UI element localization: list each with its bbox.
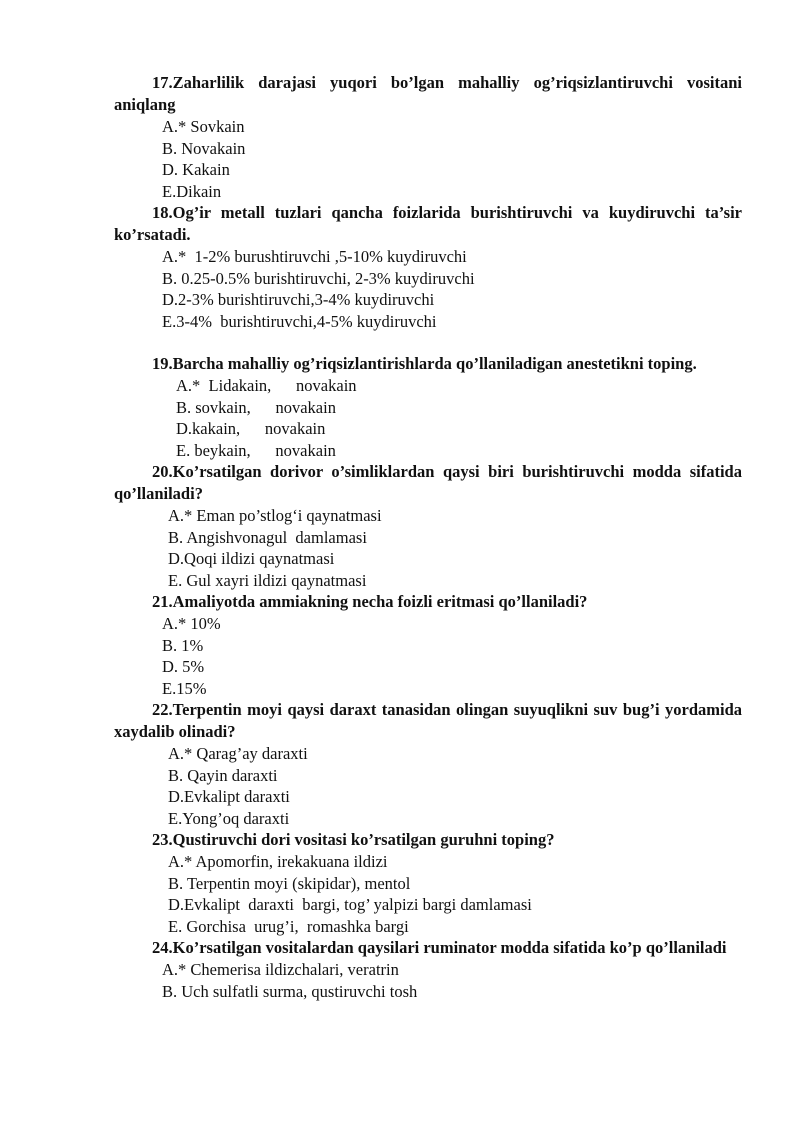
question-body: Og’ir metall tuzlari qancha foizlarida burishtiruvchi va kuydiruvchi ta’sir ko’rsatadi.: [114, 203, 742, 244]
question-body: Zaharlilik darajasi yuqori bo’lgan mahalliy og’riqsizlantiruvchi vositani aniqlang: [114, 73, 742, 114]
answer-options: [114, 375, 742, 461]
answer-option: A.* Apomorfin, irekakuana ildizi: [168, 852, 388, 871]
answer-option: E. Gul xayri ildizi qaynatmasi: [168, 570, 367, 590]
answer-option: E.3-4% burishtiruvchi,4-5% kuydiruvchi: [162, 311, 437, 331]
answer-option: D. Kakain: [162, 160, 230, 179]
question-text: [114, 829, 742, 851]
question-number: 20.: [152, 462, 173, 481]
question-text: [114, 937, 742, 959]
document-page: [114, 72, 742, 1002]
answer-options: [114, 959, 742, 1002]
question-text: [114, 353, 742, 375]
question-block: [114, 699, 742, 829]
question-text: [114, 461, 742, 505]
question-body: Ko’rsatilgan vositalardan qaysilari ruminator modda sifatida ko’p qo’llaniladi: [172, 938, 727, 957]
question-block: [114, 202, 742, 332]
question-body: Barcha mahalliy og’riqsizlantirishlarda qo’llaniladigan anestetikni toping.: [172, 354, 697, 373]
answer-option: E. beykain, novakain: [176, 440, 336, 460]
answer-option: B. Qayin daraxti: [168, 765, 278, 785]
question-number: 21.: [152, 592, 173, 611]
answer-option: B. Angishvonagul damlamasi: [168, 527, 367, 547]
answer-option: D.2-3% burishtiruvchi,3-4% kuydiruvchi: [162, 290, 435, 309]
answer-option: D. 5%: [162, 657, 205, 676]
answer-option: B. Uch sulfatli surma, qustiruvchi tosh: [162, 981, 418, 1001]
answer-option: A.* Qarag’ay daraxti: [168, 744, 308, 763]
question-number: 22.: [152, 700, 173, 719]
question-number: 24.: [152, 938, 173, 957]
answer-option: E. Gorchisa urug’i, romashka bargi: [168, 916, 409, 936]
question-block: [114, 829, 742, 937]
answer-option: E.15%: [162, 678, 207, 698]
answer-option: A.* 1-2% burushtiruvchi ,5-10% kuydiruvchi: [162, 247, 467, 266]
question-number: 18.: [152, 203, 173, 222]
question-text: [114, 72, 742, 116]
question-block: [114, 461, 742, 591]
answer-option: A.* 10%: [162, 614, 221, 633]
question-body: Amaliyotda ammiakning necha foizli eritmasi qo’llaniladi?: [172, 592, 588, 611]
answer-options: [114, 851, 742, 937]
answer-option: A.* Chemerisa ildizchalari, veratrin: [162, 960, 399, 979]
question-block: [114, 591, 742, 699]
question-number: 19.: [152, 354, 173, 373]
question-block: [114, 937, 742, 1002]
answer-option: B. sovkain, novakain: [176, 397, 336, 417]
answer-option: B. Novakain: [162, 138, 246, 158]
answer-option: D.Evkalipt daraxti: [168, 787, 290, 806]
answer-option: E.Dikain: [162, 181, 222, 201]
answer-options: [114, 613, 742, 699]
question-text: [114, 699, 742, 743]
question-text: [114, 591, 742, 613]
answer-option: A.* Eman po’stlog‘i qaynatmasi: [168, 506, 382, 525]
answer-option: E.Yong’oq daraxti: [168, 808, 290, 828]
blank-line: [114, 332, 742, 353]
answer-option: D.Qoqi ildizi qaynatmasi: [168, 549, 335, 568]
answer-option: D.kakain, novakain: [176, 419, 326, 438]
question-text: [114, 202, 742, 246]
question-body: Qustiruvchi dori vositasi ko’rsatilgan guruhni toping?: [172, 830, 555, 849]
answer-options: [114, 743, 742, 829]
question-block: [114, 353, 742, 461]
question-number: 23.: [152, 830, 173, 849]
answer-options: [114, 505, 742, 591]
answer-option: A.* Sovkain: [162, 117, 245, 136]
answer-option: B. Terpentin moyi (skipidar), mentol: [168, 873, 411, 893]
question-block: [114, 72, 742, 202]
answer-options: [114, 116, 742, 202]
question-body: Terpentin moyi qaysi daraxt tanasidan olingan suyuqlikni suv bug’i yordamida xaydalib olinadi?: [114, 700, 742, 741]
answer-option: D.Evkalipt daraxti bargi, tog’ yalpizi bargi damlamasi: [168, 895, 532, 914]
answer-options: [114, 246, 742, 332]
answer-option: B. 0.25-0.5% burishtiruvchi, 2-3% kuydiruvchi: [162, 268, 475, 288]
answer-option: A.* Lidakain, novakain: [176, 376, 357, 395]
question-number: 17.: [152, 73, 173, 92]
answer-option: B. 1%: [162, 635, 204, 655]
question-body: Ko’rsatilgan dorivor o’simliklardan qaysi biri burishtiruvchi modda sifatida qo’llaniladi?: [114, 462, 742, 503]
